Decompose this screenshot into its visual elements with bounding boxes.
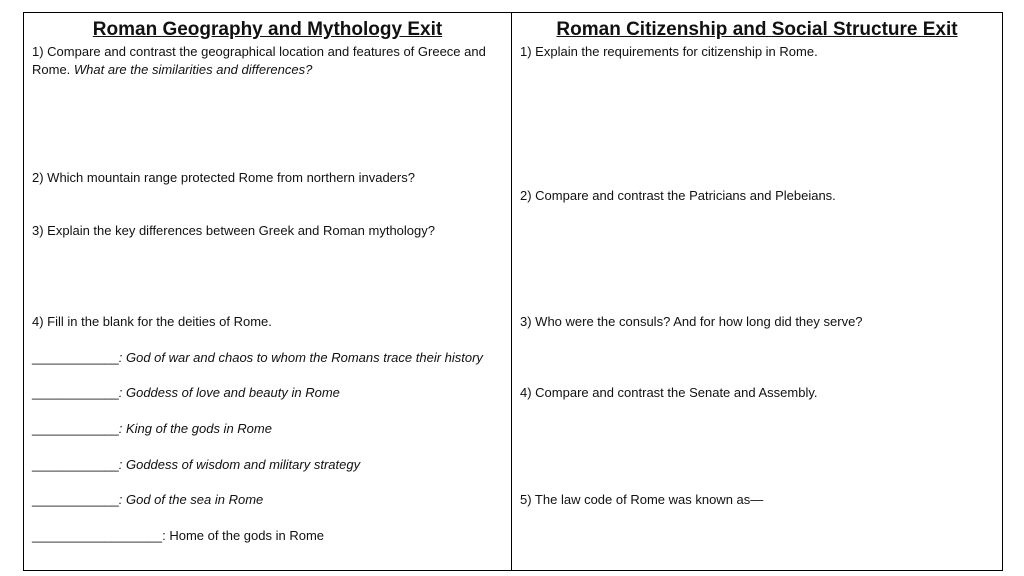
worksheet-table: [23, 12, 1003, 571]
left-column: [24, 13, 512, 570]
right-question-2: 2) Compare and contrast the Patricians and Plebeians.: [520, 188, 836, 203]
right-question-5: 5) The law code of Rome was known as—: [520, 492, 764, 507]
blank-underscore: ____________: [32, 457, 119, 472]
right-title: Roman Citizenship and Social Structure Exit: [556, 19, 958, 40]
blank-line-5: [32, 491, 505, 509]
blank-line-2: [32, 384, 505, 402]
blank-line-6: __________________: Home of the gods in Rome: [32, 528, 324, 543]
blank-underscore: ____________: [32, 492, 119, 507]
right-question-4: 4) Compare and contrast the Senate and Assembly.: [520, 385, 818, 400]
blank-description: : God of the sea in Rome: [118, 492, 264, 507]
blank-description: : King of the gods in Rome: [118, 421, 272, 436]
left-question-1-italic: What are the similarities and differences?: [73, 62, 313, 77]
blank-underscore: ____________: [32, 385, 119, 400]
blank-underscore: ____________: [32, 350, 119, 365]
left-title: Roman Geography and Mythology Exit: [92, 19, 443, 40]
right-question-1: 1) Explain the requirements for citizenship in Rome.: [520, 44, 818, 59]
left-question-2: 2) Which mountain range protected Rome from northern invaders?: [32, 170, 415, 185]
left-question-1-text: 1) Compare and contrast the geographical location and features of Greece and Rome.: [32, 44, 486, 77]
left-question-1: [32, 43, 505, 79]
blank-line-1: [32, 349, 505, 367]
blank-description: : God of war and chaos to whom the Romans trace their history: [118, 350, 483, 365]
blank-line-3: [32, 420, 505, 438]
blank-description: : Goddess of love and beauty in Rome: [118, 385, 340, 400]
left-question-4: 4) Fill in the blank for the deities of Rome.: [32, 314, 272, 329]
right-question-3: 3) Who were the consuls? And for how long did they serve?: [520, 314, 863, 329]
blank-underscore: ____________: [32, 421, 119, 436]
right-column: [512, 13, 1002, 570]
blank-description: : Goddess of wisdom and military strategy: [118, 457, 361, 472]
left-question-3: 3) Explain the key differences between Greek and Roman mythology?: [32, 223, 435, 238]
blank-line-4: [32, 456, 505, 474]
